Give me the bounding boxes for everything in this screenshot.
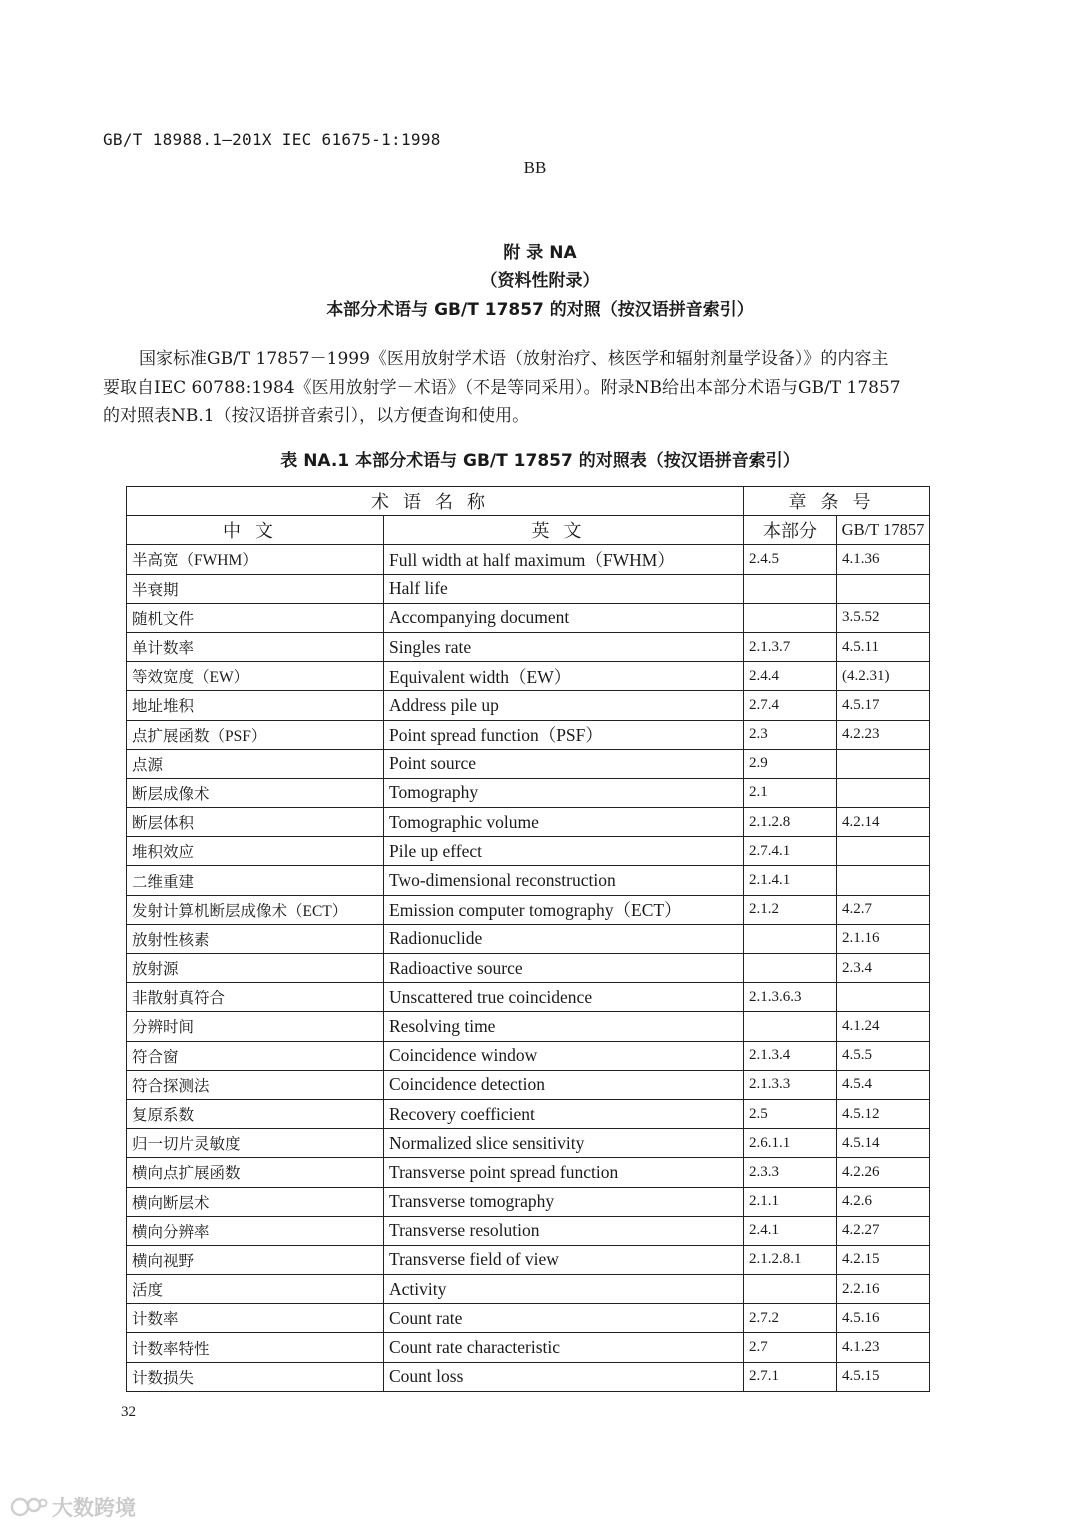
table-row	[127, 545, 930, 574]
table-row	[127, 837, 930, 866]
clause-this-part: 2.1.3.6.3	[744, 983, 837, 1012]
clause-gbt	[837, 983, 930, 1012]
annex-title: 附 录 NA	[503, 243, 577, 263]
term-chinese: 横向点扩展函数	[127, 1158, 384, 1187]
standard-code: GB/T 18988.1—201X IEC 61675-1:1998	[103, 130, 441, 149]
clause-gbt: 4.1.24	[837, 1012, 930, 1041]
term-english: Point source	[384, 749, 744, 778]
table-row	[127, 983, 930, 1012]
clause-gbt: 4.2.14	[837, 808, 930, 837]
clause-this-part: 2.1	[744, 778, 837, 807]
clause-this-part: 2.7.4	[744, 691, 837, 720]
term-english: Equivalent width（EW）	[384, 662, 744, 691]
clause-gbt: 4.2.6	[837, 1187, 930, 1216]
clause-gbt	[837, 749, 930, 778]
term-chinese: 单计数率	[127, 632, 384, 661]
clause-this-part: 2.1.2.8	[744, 808, 837, 837]
clause-this-part: 2.1.3.7	[744, 632, 837, 661]
term-chinese: 断层成像术	[127, 778, 384, 807]
term-chinese: 随机文件	[127, 603, 384, 632]
clause-gbt: 2.3.4	[837, 954, 930, 983]
term-english: Unscattered true coincidence	[384, 983, 744, 1012]
term-chinese: 计数损失	[127, 1362, 384, 1391]
header-chinese: 中文	[127, 516, 384, 545]
header-clause-number: 章条号	[744, 487, 930, 516]
clause-this-part: 2.4.1	[744, 1216, 837, 1245]
term-english: Singles rate	[384, 632, 744, 661]
table-row	[127, 808, 930, 837]
term-chinese: 堆积效应	[127, 837, 384, 866]
term-english: Count rate characteristic	[384, 1333, 744, 1362]
term-english: Transverse point spread function	[384, 1158, 744, 1187]
clause-this-part: 2.1.2	[744, 895, 837, 924]
term-english: Recovery coefficient	[384, 1099, 744, 1128]
term-english: Radionuclide	[384, 924, 744, 953]
watermark-logo-icon	[10, 1495, 48, 1524]
clause-gbt: 2.2.16	[837, 1275, 930, 1304]
term-chinese: 等效宽度（EW）	[127, 662, 384, 691]
table-row	[127, 691, 930, 720]
header-mark: BB	[523, 158, 547, 177]
clause-this-part	[744, 574, 837, 603]
table-row	[127, 1099, 930, 1128]
term-chinese: 符合窗	[127, 1041, 384, 1070]
term-chinese: 放射性核素	[127, 924, 384, 953]
term-english: Half life	[384, 574, 744, 603]
table-row	[127, 749, 930, 778]
term-chinese: 横向分辨率	[127, 1216, 384, 1245]
clause-gbt: 4.5.14	[837, 1129, 930, 1158]
term-english: Count rate	[384, 1304, 744, 1333]
clause-this-part	[744, 924, 837, 953]
term-chinese: 活度	[127, 1275, 384, 1304]
term-english: Normalized slice sensitivity	[384, 1129, 744, 1158]
clause-this-part: 2.1.4.1	[744, 866, 837, 895]
table-row	[127, 662, 930, 691]
term-english: Transverse tomography	[384, 1187, 744, 1216]
term-chinese: 计数率	[127, 1304, 384, 1333]
clause-this-part	[744, 954, 837, 983]
table-body	[127, 545, 930, 1391]
term-chinese: 复原系数	[127, 1099, 384, 1128]
clause-this-part: 2.3.3	[744, 1158, 837, 1187]
clause-this-part: 2.4.5	[744, 545, 837, 574]
table-row	[127, 1304, 930, 1333]
table-header-row-2	[127, 516, 930, 545]
clause-gbt: 4.2.7	[837, 895, 930, 924]
term-english: Tomography	[384, 778, 744, 807]
header-this-part: 本部分	[744, 516, 837, 545]
term-english: Two-dimensional reconstruction	[384, 866, 744, 895]
intro-line-3: 的对照表NB.1（按汉语拼音索引），以方便查询和使用。	[103, 406, 530, 426]
term-english: Address pile up	[384, 691, 744, 720]
clause-gbt: 4.5.5	[837, 1041, 930, 1070]
clause-this-part: 2.4.4	[744, 662, 837, 691]
clause-this-part	[744, 603, 837, 632]
clause-gbt: 4.2.15	[837, 1245, 930, 1274]
term-english: Coincidence window	[384, 1041, 744, 1070]
table-row	[127, 1070, 930, 1099]
clause-this-part: 2.1.1	[744, 1187, 837, 1216]
clause-gbt: 3.5.52	[837, 603, 930, 632]
table-row	[127, 603, 930, 632]
clause-this-part: 2.1.2.8.1	[744, 1245, 837, 1274]
clause-this-part: 2.9	[744, 749, 837, 778]
table-row	[127, 1012, 930, 1041]
clause-gbt	[837, 574, 930, 603]
clause-this-part: 2.1.3.4	[744, 1041, 837, 1070]
table-row	[127, 1216, 930, 1245]
term-english: Point spread function（PSF）	[384, 720, 744, 749]
header-gbt: GB/T 17857	[837, 516, 930, 545]
term-english: Resolving time	[384, 1012, 744, 1041]
clause-this-part: 2.5	[744, 1099, 837, 1128]
table-row	[127, 1129, 930, 1158]
page-number: 32	[121, 1404, 136, 1420]
term-chinese: 横向视野	[127, 1245, 384, 1274]
intro-line-2: 要取自IEC 60788:1984《医用放射学－术语》（不是等同采用）。附录NB给出本部分术语与GB/T 17857	[103, 377, 901, 398]
clause-this-part: 2.7.2	[744, 1304, 837, 1333]
header-term-name: 术语名称	[127, 487, 744, 516]
table-row	[127, 1362, 930, 1391]
clause-gbt: 4.2.23	[837, 720, 930, 749]
table-row	[127, 895, 930, 924]
clause-gbt: 4.5.16	[837, 1304, 930, 1333]
term-chinese: 横向断层术	[127, 1187, 384, 1216]
term-english: Coincidence detection	[384, 1070, 744, 1099]
terms-table	[126, 486, 930, 1392]
table-row	[127, 778, 930, 807]
table-row	[127, 1187, 930, 1216]
term-chinese: 半高宽（FWHM）	[127, 545, 384, 574]
clause-gbt	[837, 778, 930, 807]
clause-gbt: 4.5.12	[837, 1099, 930, 1128]
table-row	[127, 866, 930, 895]
clause-gbt: 2.1.16	[837, 924, 930, 953]
clause-gbt: 4.5.4	[837, 1070, 930, 1099]
clause-this-part: 2.3	[744, 720, 837, 749]
term-english: Activity	[384, 1275, 744, 1304]
term-chinese: 发射计算机断层成像术（ECT）	[127, 895, 384, 924]
term-english: Emission computer tomography（ECT）	[384, 895, 744, 924]
clause-gbt: (4.2.31)	[837, 662, 930, 691]
table-row	[127, 1245, 930, 1274]
clause-this-part: 2.7.4.1	[744, 837, 837, 866]
term-chinese: 归一切片灵敏度	[127, 1129, 384, 1158]
annex-subtitle: （资料性附录）	[480, 271, 600, 291]
term-english: Count loss	[384, 1362, 744, 1391]
term-chinese: 放射源	[127, 954, 384, 983]
table-row	[127, 1275, 930, 1304]
term-english: Radioactive source	[384, 954, 744, 983]
term-chinese: 分辨时间	[127, 1012, 384, 1041]
term-chinese: 半衰期	[127, 574, 384, 603]
clause-gbt: 4.5.17	[837, 691, 930, 720]
table-row	[127, 574, 930, 603]
table-row	[127, 720, 930, 749]
term-chinese: 地址堆积	[127, 691, 384, 720]
table-row	[127, 632, 930, 661]
term-chinese: 二维重建	[127, 866, 384, 895]
intro-line-1: 国家标准GB/T 17857－1999《医用放射学术语（放射治疗、核医学和辐射剂量学设备）》的内容主	[139, 349, 889, 369]
term-english: Transverse resolution	[384, 1216, 744, 1245]
term-english: Full width at half maximum（FWHM）	[384, 545, 744, 574]
term-chinese: 非散射真符合	[127, 983, 384, 1012]
table-row	[127, 1158, 930, 1187]
term-chinese: 符合探测法	[127, 1070, 384, 1099]
table-row	[127, 924, 930, 953]
watermark-text: 大数跨境	[52, 1496, 136, 1520]
clause-gbt: 4.2.27	[837, 1216, 930, 1245]
term-english: Accompanying document	[384, 603, 744, 632]
clause-gbt	[837, 866, 930, 895]
clause-this-part	[744, 1012, 837, 1041]
watermark	[10, 1492, 136, 1524]
table-header-row-1	[127, 487, 930, 516]
clause-gbt: 4.2.26	[837, 1158, 930, 1187]
header-english: 英文	[384, 516, 744, 545]
annex-heading: 本部分术语与 GB/T 17857 的对照（按汉语拼音索引）	[326, 300, 754, 320]
clause-gbt	[837, 837, 930, 866]
clause-this-part: 2.1.3.3	[744, 1070, 837, 1099]
table-row	[127, 1041, 930, 1070]
term-chinese: 点扩展函数（PSF）	[127, 720, 384, 749]
term-chinese: 点源	[127, 749, 384, 778]
clause-this-part: 2.7	[744, 1333, 837, 1362]
clause-this-part: 2.6.1.1	[744, 1129, 837, 1158]
table-row	[127, 954, 930, 983]
clause-this-part: 2.7.1	[744, 1362, 837, 1391]
clause-gbt: 4.5.11	[837, 632, 930, 661]
table-caption: 表 NA.1 本部分术语与 GB/T 17857 的对照表（按汉语拼音索引）	[280, 451, 800, 471]
clause-gbt: 4.5.15	[837, 1362, 930, 1391]
clause-gbt: 4.1.36	[837, 545, 930, 574]
clause-gbt: 4.1.23	[837, 1333, 930, 1362]
table-row	[127, 1333, 930, 1362]
term-english: Pile up effect	[384, 837, 744, 866]
clause-this-part	[744, 1275, 837, 1304]
term-chinese: 计数率特性	[127, 1333, 384, 1362]
term-english: Transverse field of view	[384, 1245, 744, 1274]
intro-paragraph	[103, 345, 953, 431]
term-chinese: 断层体积	[127, 808, 384, 837]
term-english: Tomographic volume	[384, 808, 744, 837]
